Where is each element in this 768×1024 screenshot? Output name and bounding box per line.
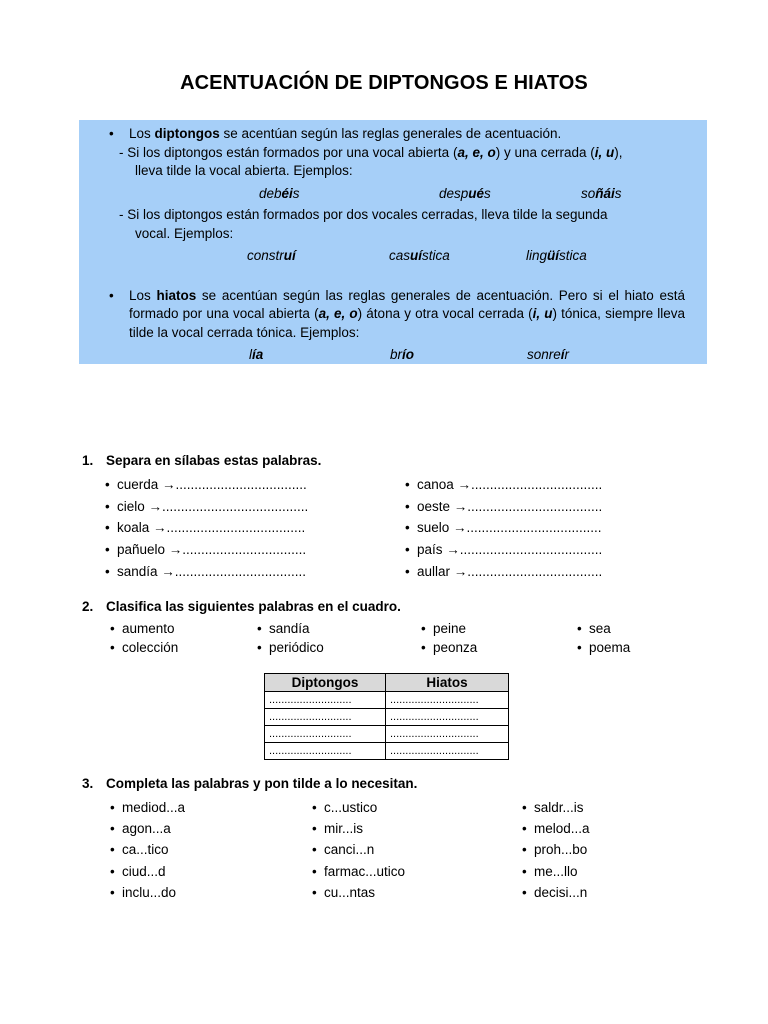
bullet: • [109,126,114,141]
list-item[interactable]: • mir...is [312,821,363,836]
list-item[interactable]: • koala →..................................... [105,520,306,535]
examples-row [101,247,685,266]
diptongos-subrule-1-line2: lleva tilde la vocal abierta. Ejemplos: [135,163,353,178]
answer-cell[interactable]: ............................. [386,692,509,709]
list-item[interactable]: • proh...bo [522,842,588,857]
rule-keyword: hiatos [156,287,197,303]
list-item: • sandía [257,621,310,636]
list-item: • sea [577,621,611,636]
list-item: • periódico [257,640,324,655]
list-item[interactable]: • melod...a [522,821,590,836]
vowels-closed: i, u [532,306,553,321]
classification-table [264,673,509,760]
list-item[interactable]: • aullar →.................................... [405,564,603,579]
example-word: lingüística [526,248,587,263]
list-item[interactable]: • inclu...do [110,885,177,900]
list-item: • aumento [110,621,175,636]
table-row [265,726,509,743]
answer-cell[interactable]: ........................... [265,709,386,726]
column-header-diptongos: Diptongos [265,674,386,692]
diptongos-subrule-2: - Si los diptongos están formados por dos vocales cerradas, lleva tilde la segunda [119,207,608,222]
table-row [265,692,509,709]
list-item[interactable]: • agon...a [110,821,171,836]
list-item[interactable]: • decisi...n [522,885,588,900]
list-item[interactable]: • ca...tico [110,842,169,857]
list-item: • peine [421,621,467,636]
list-item[interactable]: • sandía →................................... [105,564,307,579]
list-item[interactable]: • cuerda →................................... [105,477,307,492]
example-word: soñáis [581,185,622,201]
rule-text: - Si los diptongos están formados por una vocal abierta ( [119,144,458,160]
list-item[interactable]: • farmac...utico [312,864,406,879]
list-item[interactable]: • c...ustico [312,800,378,815]
list-item[interactable]: • ciud...d [110,864,166,879]
list-item[interactable]: • suelo →.................................... [405,520,602,535]
list-item[interactable]: • cu...ntas [312,885,376,900]
answer-cell[interactable]: ........................... [265,726,386,743]
list-item: • colección [110,640,179,655]
example-word: sonreír [527,347,570,362]
list-item: • poema [577,640,631,655]
column-header-hiatos: Hiatos [386,674,509,692]
example-word: construí [247,248,296,263]
vowels-open: a, e, o [457,144,496,160]
example-word: brío [390,347,415,362]
list-item[interactable]: • mediod...a [110,800,186,815]
list-item[interactable]: • país →...................................... [405,542,603,557]
table-row [265,743,509,760]
table-row [265,709,509,726]
list-item[interactable]: • canci...n [312,842,375,857]
exercise-1-title: 1. Separa en sílabas estas palabras. [82,453,322,468]
list-item[interactable]: • oeste →.................................... [405,499,603,514]
exercise-2-title: 2. Clasifica las siguientes palabras en el cuadro. [82,599,401,614]
example-word: después [439,185,491,201]
exercise-3-title: 3. Completa las palabras y pon tilde a lo necesitan. [82,776,418,791]
rule-text: Los [129,126,155,141]
vowels-open: a, e, o [318,306,358,321]
examples-row [101,185,685,204]
rule-text: ) y una cerrada ( [495,144,595,160]
rule-text: ), [614,144,623,160]
diptongos-subrule-2-line2: vocal. Ejemplos: [135,225,234,241]
page-title: ACENTUACIÓN DE DIPTONGOS E HIATOS [180,72,588,94]
hiatos-rule: • Los hiatos se acentúan según las reglas generales de acentuación. Pero si el hiato está formado por una vocal abierta (a, e, o) átona y otra vocal cerrada (i, u) tónica, siempre lleva tilde la vocal cerrada tónica. Ejemplos: [109,287,686,340]
bullet: • [109,287,114,303]
list-item: • peonza [421,640,478,655]
example-word: debéis [259,185,300,201]
table-header-row [265,674,509,692]
list-item[interactable]: • canoa →................................... [405,477,603,492]
vowels-closed: i, u [594,144,615,160]
answer-cell[interactable]: ............................. [386,709,509,726]
list-item[interactable]: • pañuelo →................................. [105,542,307,557]
answer-cell[interactable]: ............................. [386,743,509,760]
diptongos-subrule-1 [101,144,685,163]
list-item[interactable]: • me...llo [522,864,578,879]
examples-row [101,346,685,365]
diptongos-rule [101,125,685,144]
answer-cell[interactable]: ........................... [265,743,386,760]
rule-text: se acentúan según las reglas generales de acentuación. [219,126,562,141]
rules-box [79,120,707,364]
rule-keyword: diptongos [154,126,220,141]
list-item[interactable]: • cielo →....................................... [105,499,309,514]
answer-cell[interactable]: ........................... [265,692,386,709]
example-word: casuística [389,248,450,263]
list-item[interactable]: • saldr...is [522,800,584,815]
example-word: lía [249,347,264,362]
answer-cell[interactable]: ............................. [386,726,509,743]
